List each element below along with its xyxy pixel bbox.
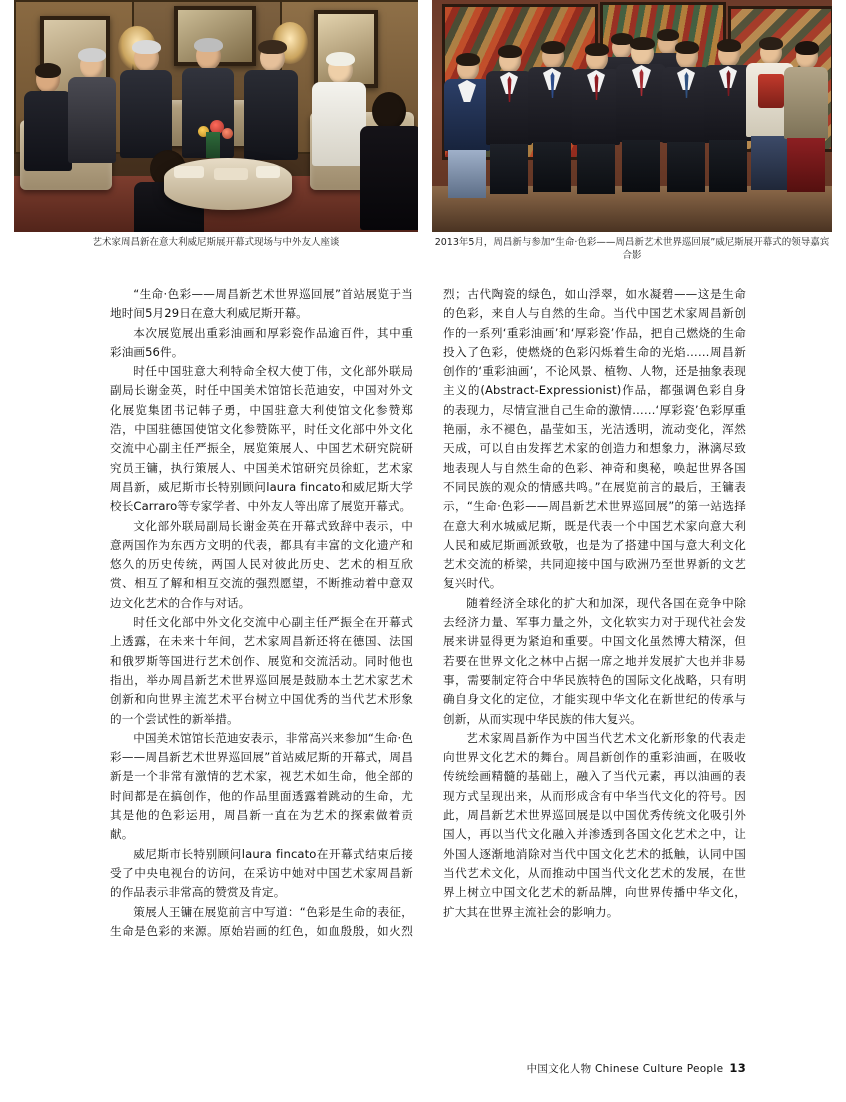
article-paragraph: 时任中国驻意大利特命全权大使丁伟，文化部外联局副局长谢金英，时任中国美术馆馆长范迪安，中国对外文化展览集团书记韩子勇，中国驻意大利使馆文化参赞郑浩，中国驻德国使馆文化参赞陈平，时任文化部中外文化交流中心副主任严振全，展览策展人、中国艺术研究院研究员王镛，执行策展人、中国美术馆研究员徐虹，艺术家周昌新，威尼斯市长特别顾问laura fincato和威尼斯大学校长Carraro等专家学者、中外友人等出席了展览开幕式。: [110, 364, 413, 514]
article-paragraph: 策展人王镛在展览前言中写道：“色彩是生命的表征，生命是色彩的来源。原始岩画的红色，如血殷殷，如火烈烈；古代陶瓷的绿色，如山浮翠，如水凝碧——这是生命的色彩，来自人与自然的生命。当代中国艺术家周昌新创作的一系列‘重彩油画’和‘厚彩瓷’作品，把自己燃烧的生命投入了色彩，使燃烧的色彩闪烁着生命的光焰……周昌新创作的‘重彩油画’，不论风景、植物、人物，还是抽象表现主义的(Abstract-Expressionist)作品，都强调色彩自身的表现力，尽情宣泄自己生命的激情……‘厚彩瓷’色彩厚重艳丽，永不褪色，晶莹如玉，光洁透明，流动变化，浑然天成，可以自由发挥艺术家的创造力和想象力，淋漓尽致地表现人与自然生命的色彩、神奇和奥秘，唤起世界各国不同民族的观众的情感共鸣。”在展览前言的最后，王镛表示，“生命·色彩——周昌新艺术世界巡回展”的第一站选择在意大利水城威尼斯，既是代表一个中国艺术家向意大利人民和威尼斯画派致敬，也是为了搭建中国与意大利文化艺术交流的桥梁，共同迎接中国与欧洲乃至世界新的文艺复兴时代。: [110, 287, 746, 938]
article-body: [110, 285, 746, 1040]
article-paragraph: 中国美术馆馆长范迪安表示，非常高兴来参加“生命·色彩——周昌新艺术世界巡回展”首站威尼斯的开幕式，周昌新是一个非常有激情的艺术家，视艺术如生命，他全部的时间都是在搞创作，他的作品里面透露着跳动的生命，尤其是他的色彩运用，周昌新一直在为艺术的探索做着贡献。: [110, 730, 413, 842]
article-paragraph: 文化部外联局副局长谢金英在开幕式致辞中表示，中意两国作为东西方文明的代表，都具有丰富的文化遗产和悠久的历史传统，两国人民对彼此历史、艺术的相互欣赏、相互了解和相互交流的强烈愿望，不断推动着中意双边文化艺术的合作与对话。: [110, 518, 413, 610]
article-paragraph: 威尼斯市长特别顾问laura fincato在开幕式结束后接受了中央电视台的访问，在采访中她对中国艺术家周昌新的作品表示非常高的赞赏及肯定。: [110, 846, 413, 900]
meeting-room-scene: [14, 0, 418, 232]
article-paragraph: 随着经济全球化的扩大和加深，现代各国在竞争中除去经济力量、军事力量之外，文化软实力对于现代社会发展来讲显得更为紧迫和重要。中国文化虽然博大精深，但若要在世界文化之林中占据一席之地并发展扩大也并非易事，需要制定符合中华民族特色的国际文化战略，只有明确自身文化的定位，才能实现中华文化在新世纪的传承与创新，从而实现中华民族的伟大复兴。: [443, 595, 746, 726]
group-portrait-caption: 2013年5月，周昌新与参加“生命·色彩——周昌新艺术世界巡回展”威尼斯展开幕式的领导嘉宾合影: [434, 237, 830, 261]
artist-meeting-photo: [14, 0, 418, 232]
article-paragraph: “生命·色彩——周昌新艺术世界巡回展”首站展览于当地时间5月29日在意大利威尼斯开幕。: [110, 287, 413, 321]
page-number: 13: [729, 1061, 746, 1075]
photo-band: [0, 0, 846, 261]
article-paragraph: 艺术家周昌新作为中国当代艺术文化新形象的代表走向世界文化艺术的舞台。周昌新创作的重彩油画，在吸收传统绘画精髓的基础上，融入了当代元素，再以油画的表现方式呈现出来，从而形成含有中华当代文化的符号。因此，周昌新艺术世界巡回展是以中国优秀传统文化吸引外国人，再以当代文化融入并渗透到各国文化艺术之中，让外国人逐渐地消除对当代中国文化艺术的抵触，认同中国当代艺术文化，从而推动中国当代文化艺术的发展，在世界上树立中国文化艺术的新品牌，向世界传播中华文化，扩大其在世界主流社会的影响力。: [443, 730, 746, 919]
group-portrait-scene: [432, 0, 832, 232]
article-paragraph: 时任文化部中外文化交流中心副主任严振全在开幕式上透露，在未来十年间，艺术家周昌新还将在德国、法国和俄罗斯等国进行艺术创作、展览和交流活动。同时他也指出，举办周昌新艺术世界巡回展是鼓励本土艺术家艺术创新和向世界主流艺术平台树立中国优秀的当代艺术形象的一个尝试性的新举措。: [110, 615, 413, 726]
group-portrait-photo: [432, 0, 832, 232]
page-footer: [527, 1061, 746, 1076]
artist-meeting-caption: 艺术家周昌新在意大利威尼斯展开幕式现场与中外友人座谈: [92, 237, 340, 248]
article-paragraph: 本次展览展出重彩油画和厚彩瓷作品逾百件，其中重彩油画56件。: [110, 325, 413, 359]
publication-name: 中国文化人物 Chinese Culture People: [526, 1063, 724, 1075]
